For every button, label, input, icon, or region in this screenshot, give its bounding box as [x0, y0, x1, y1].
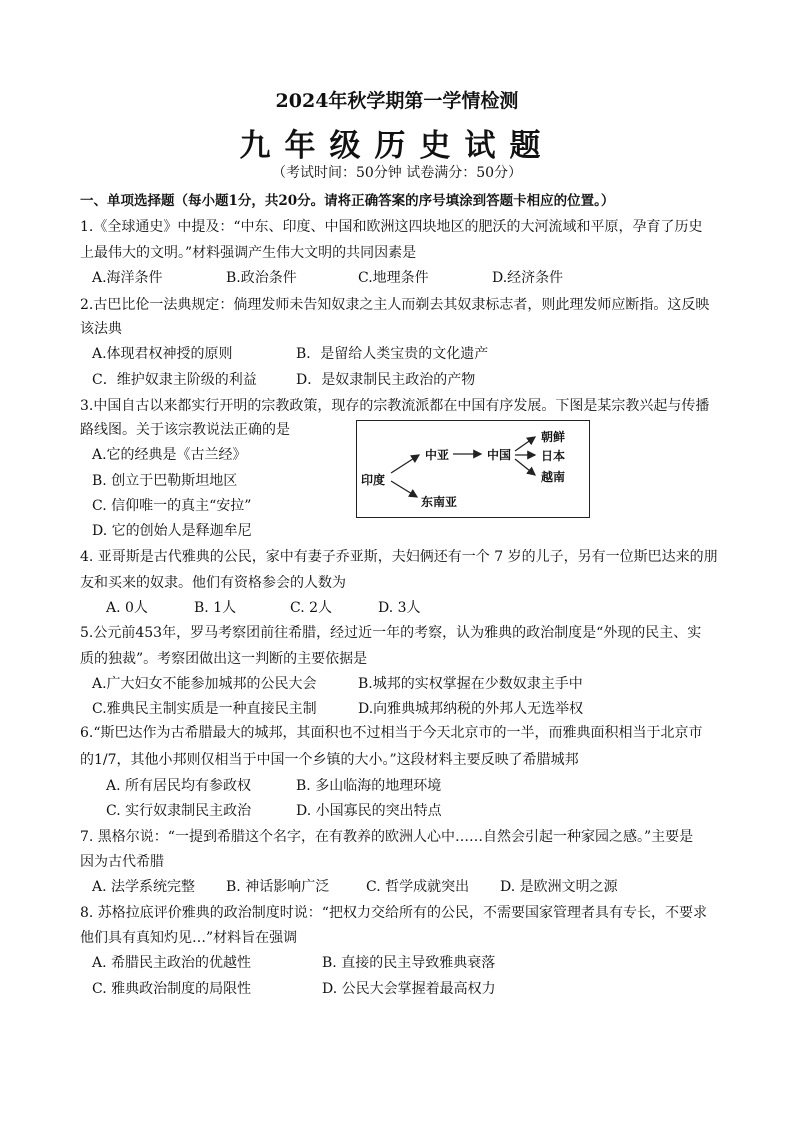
q2-option-a: A.体现君权神授的原则: [92, 346, 233, 362]
arrow-india-to-central-asia: [391, 455, 419, 473]
q3-option-a: A.它的经典是《古兰经》: [92, 447, 247, 463]
node-mid2: 中国: [487, 448, 512, 462]
q7-stem-line2: 因为古代希腊: [80, 854, 164, 870]
q8-option-c: C. 雅典政治制度的局限性: [92, 981, 252, 997]
q2-stem-line1: 2.古巴比伦一法典规定：倘理发师未告知奴隶之主人而剃去其奴隶标志者，则此理发师应断指。这反映: [80, 297, 710, 313]
node-mid1: 中亚: [425, 448, 450, 462]
q6-stem-line2: 的1/7，其他小邦则仅相当于中国一个乡镇的大小。”这段材料主要反映了希腊城邦: [80, 752, 579, 768]
arrow-india-to-southeast-asia: [391, 481, 417, 497]
q6-option-b: B. 多山临海的地理环境: [296, 778, 442, 794]
q1-option-c: C.地理条件: [358, 270, 429, 286]
section-heading: 一、单项选择题（每小题1分，共20分。请将正确答案的序号填涂到答题卡相应的位置。）: [80, 193, 615, 209]
q8-stem-line1: 8. 苏格拉底评价雅典的政治制度时说：“把权力交给所有的公民，不需要国家管理者具有专长，不要求: [80, 905, 707, 921]
q5-stem-line2: 质的独裁”。考察团做出这一判断的主要依据是: [80, 651, 368, 667]
q5-option-a: A.广大妇女不能参加城邦的公民大会: [92, 676, 317, 692]
exam-title: 九年级历史试题: [239, 128, 555, 164]
q4-stem-line2: 友和买来的奴隶。他们有资格参会的人数为: [80, 575, 346, 591]
q5-option-b: B.城邦的实权掌握在少数奴隶主手中: [358, 676, 583, 692]
node-branch: 东南亚: [421, 495, 458, 509]
q7-option-d: D. 是欧洲文明之源: [500, 879, 618, 895]
q1-option-d: D.经济条件: [492, 270, 564, 286]
religion-spread-diagram: [356, 420, 590, 518]
q5-option-d: D.向雅典城邦纳税的外邦人无选举权: [358, 701, 584, 717]
q3-stem-line1: 3.中国自古以来都实行开明的宗教政策，现存的宗教流派都在中国有序发展。下图是某宗教兴起与传播: [80, 398, 710, 414]
q3-option-d: D. 它的创始人是释迦牟尼: [92, 523, 252, 539]
q5-option-c: C.雅典民主制实质是一种直接民主制: [92, 701, 317, 717]
q3-option-b: B. 创立于巴勒斯坦地区: [92, 473, 238, 489]
q7-option-a: A. 法学系统完整: [92, 879, 196, 895]
node-origin: 印度: [361, 473, 386, 487]
q8-option-b: B. 直接的民主导致雅典衰落: [322, 955, 496, 971]
q1-option-b: B.政治条件: [226, 270, 297, 286]
q7-option-c: C. 哲学成就突出: [366, 879, 470, 895]
q6-option-a: A. 所有居民均有参政权: [106, 778, 252, 794]
q4-option-a: A. 0人: [106, 600, 148, 616]
q4-option-b: B. 1人: [194, 600, 237, 616]
q2-stem-line2: 该法典: [80, 321, 122, 337]
q6-option-c: C. 实行奴隶制民主政治: [106, 803, 252, 819]
arrow-china-to-korea: [515, 437, 535, 451]
q3-stem-line2: 路线图。关于该宗教说法正确的是: [80, 422, 290, 438]
q1-option-a: A.海洋条件: [92, 270, 163, 286]
node-dest2: 日本: [541, 449, 566, 463]
q2-option-b: B．是留给人类宝贵的文化遗产: [296, 346, 489, 362]
q5-stem-line1: 5.公元前453年，罗马考察团前往希腊，经过近一年的考察，认为雅典的政治制度是“外现的民主、实: [80, 625, 702, 641]
q4-option-d: D. 3人: [378, 600, 421, 616]
arrow-china-to-vietnam: [515, 459, 535, 475]
q8-option-d: D. 公民大会掌握着最高权力: [322, 981, 496, 997]
q3-option-c: C. 信仰唯一的真主“安拉”: [92, 498, 252, 514]
node-dest3: 越南: [541, 470, 566, 484]
q6-stem-line1: 6.“斯巴达作为古希腊最大的城邦，其面积也不过相当于今天北京市的一半，而雅典面积相当于北京市: [80, 725, 703, 741]
q6-option-d: D. 小国寡民的突出特点: [296, 803, 442, 819]
exam-info: （考试时间：50分钟 试卷满分：50分）: [271, 165, 523, 181]
q2-option-c: C．维护奴隶主阶级的利益: [92, 372, 257, 388]
q1-stem-line2: 上最伟大的文明。”材料强调产生伟大文明的共同因素是: [80, 245, 417, 261]
node-dest1: 朝鲜: [541, 430, 566, 444]
exam-term-heading: 2024年秋学期第一学情检测: [275, 90, 519, 112]
q7-option-b: B. 神话影响广泛: [226, 879, 330, 895]
q8-stem-line2: 他们具有真知灼见…”材料旨在强调: [80, 930, 298, 946]
q1-stem-line1: 1.《全球通史》中提及：“中东、印度、中国和欧洲这四块地区的肥沃的大河流域和平原，孕育了历史: [80, 219, 703, 235]
q2-option-d: D．是奴隶制民主政治的产物: [296, 372, 476, 388]
q4-option-c: C. 2人: [290, 600, 333, 616]
q8-option-a: A. 希腊民主政治的优越性: [92, 955, 252, 971]
q7-stem-line1: 7. 黑格尔说：“一提到希腊这个名字，在有教养的欧洲人心中……自然会引起一种家园之感。”主要是: [80, 829, 694, 845]
q4-stem-line1: 4. 亚哥斯是古代雅典的公民，家中有妻子乔亚斯，夫妇俩还有一个 7 岁的儿子，另有一位斯巴达来的朋: [80, 549, 718, 565]
